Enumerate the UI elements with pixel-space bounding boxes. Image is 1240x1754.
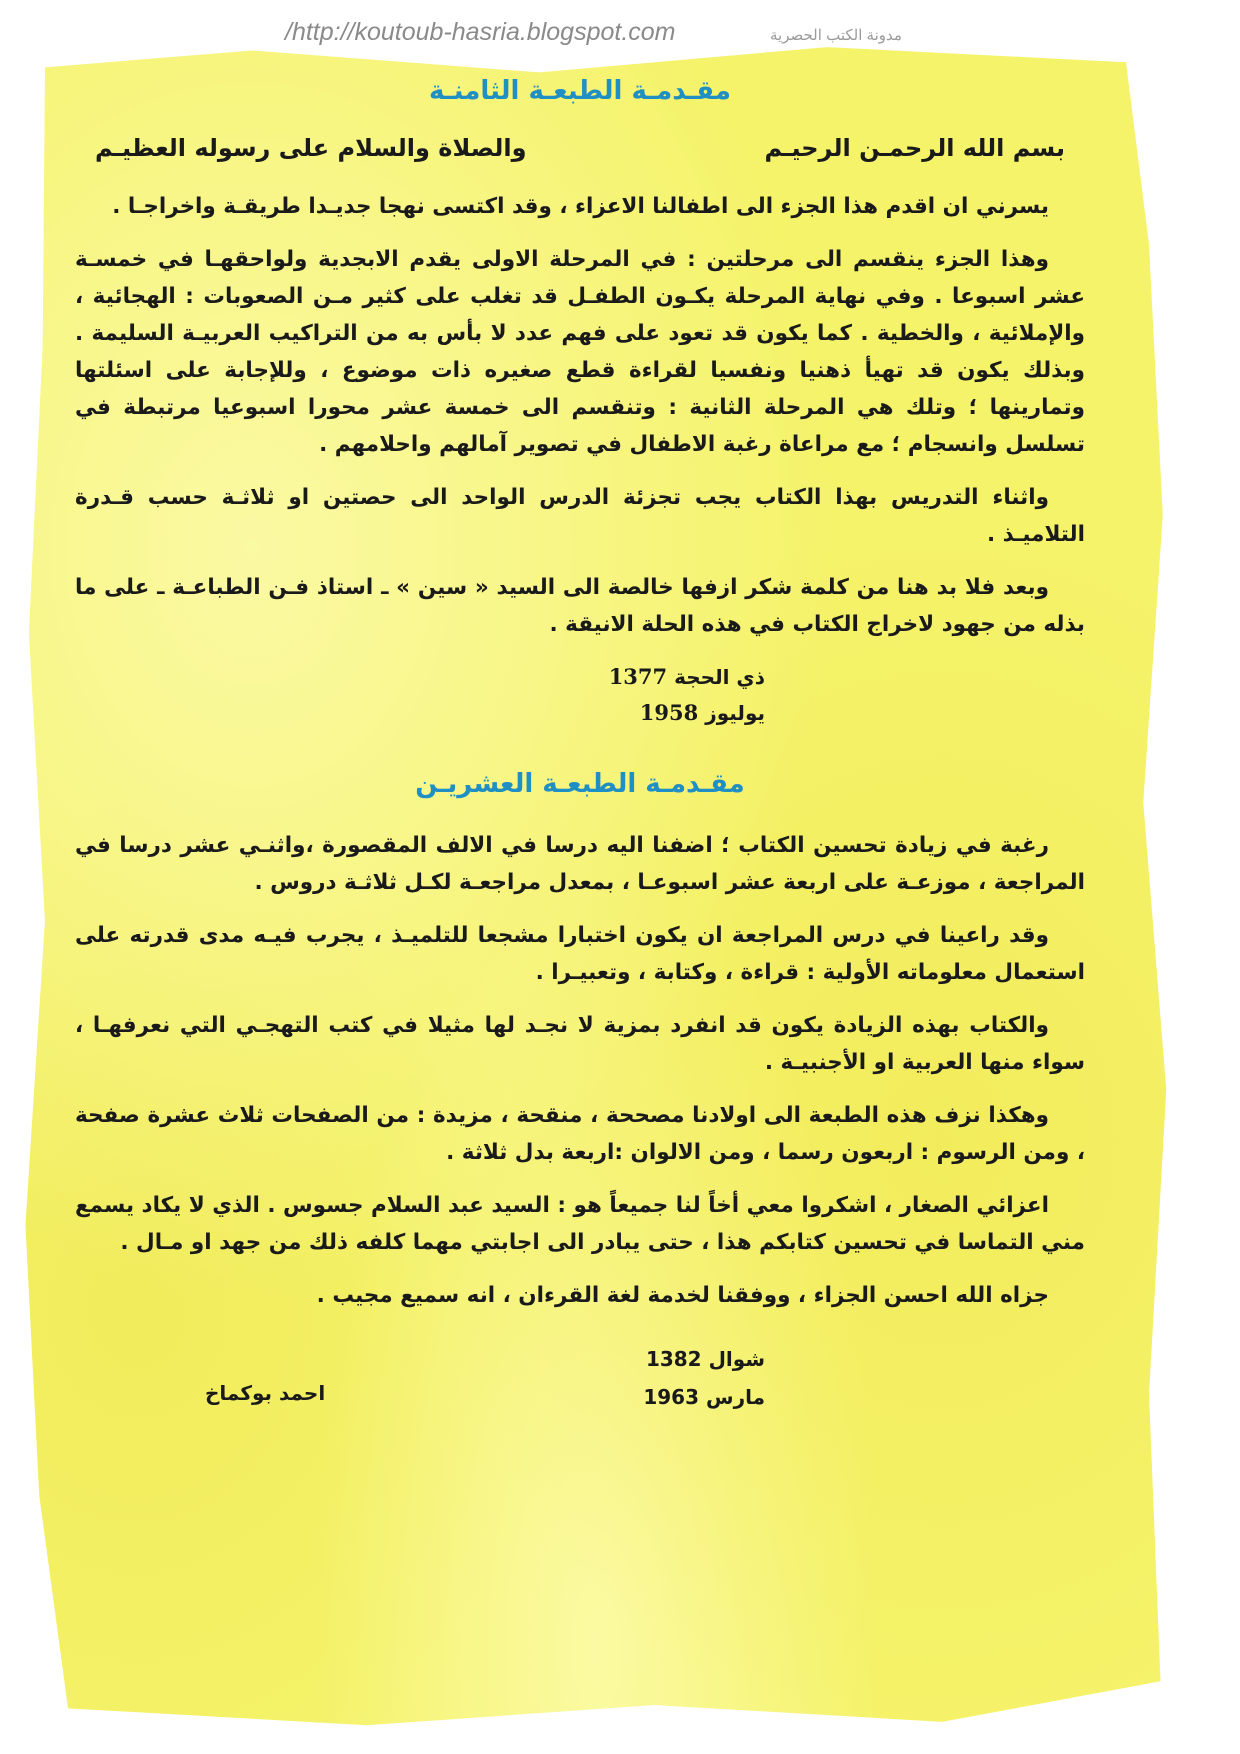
intro20-paragraph-5: اعزائي الصغار ، اشكروا معي أخاً لنا جميعاً هو : السيد عبد السلام جسوس . الذي لا يكاد يسمع مني التماسا في تحسين كتابكم هذا ، حتى يبادر الى اجابتي مهما كلفه ذلك من جهد او مـال . bbox=[75, 1193, 1085, 1255]
heading-twentieth-edition: مقـدمـة الطبعـة العشريـن bbox=[415, 769, 745, 799]
greg-month: مارس bbox=[705, 1385, 765, 1409]
greg-month: يوليوز bbox=[705, 701, 765, 725]
hijri-month: ذي الحجة bbox=[674, 665, 765, 689]
intro8-date bbox=[75, 659, 765, 731]
intro8-paragraph-4: وبعد فلا بد هنا من كلمة شكر ازفها خالصة الى السيد « سين » ـ استاذ فـن الطباعـة ـ على ما بذله من جهود لاخراج الكتاب في هذه الحلة الانيقة . bbox=[75, 575, 1085, 637]
document-content bbox=[75, 70, 1085, 1710]
hijri-month: شوال bbox=[708, 1347, 765, 1371]
intro8-paragraph-3: واثناء التدريس بهذا الكتاب يجب تجزئة الدرس الواحد الى حصتين او ثلاثـة حسب قـدرة التلاميـذ . bbox=[75, 485, 1085, 547]
intro8-paragraph-2: وهذا الجزء ينقسم الى مرحلتين : في المرحلة الاولى يقدم الابجدية ولواحقهـا في خمسـة عشر اسبوعا . وفي نهاية المرحلة يكـون الطفـل قد تغلب على كثير مـن الصعوبات : الهجائية ، والإملائية ، والخطية . كما يكون قد تعود على فهم عدد لا بأس به من التراكيب العربيـة السليمة . وبذلك يكون قد تهيأ ذهنيا ونفسيا لقراءة قطع صغيره ذات موضوع ، وللإجابة على اسئلتها وتمارينها ؛ وتلك هي المرحلة الثانية : وتنقسم الى خمسة عشر محورا اسبوعيا مرتبطة في تسلسل وانسجام ؛ مع مراعاة رغبة الاطفال في تصوير آمالهم واحلامهم . bbox=[75, 247, 1085, 457]
watermark-blog-name: مدونة الكتب الحصرية bbox=[770, 27, 902, 44]
intro20-paragraph-1: رغبة في زيادة تحسين الكتاب ؛ اضفنا اليه درسا في الالف المقصورة ،واثنـي عشر درسا في المراجعة ، موزعـة على اربعة عشر اسبوعـا ، بمعدل مراجعـة لكـل ثلاثـة دروس . bbox=[75, 833, 1085, 895]
author-name: احمد بوكماخ bbox=[205, 1381, 326, 1405]
greg-year: 1958 bbox=[639, 700, 699, 725]
intro20-date bbox=[643, 1340, 765, 1416]
hijri-year: 1382 bbox=[645, 1347, 702, 1371]
intro20-paragraph-3: والكتاب بهذه الزيادة يكون قد انفرد بمزية لا نجـد لها مثيلا في كتب التهجـي التي نعرفهـا ، سواء منها العربية او الأجنبيـة . bbox=[75, 1013, 1085, 1075]
intro8-paragraph-1: يسرني ان اقدم هذا الجزء الى اطفالنا الاعزاء ، وقد اكتسى نهجا جديـدا طريقـة واخراجـا . bbox=[112, 194, 1049, 219]
watermark-url[interactable]: /http://koutoub-hasria.blogspot.com bbox=[285, 18, 676, 46]
intro20-paragraph-2: وقد راعينا في درس المراجعة ان يكون اختبارا مشجعا للتلميـذ ، يجرب فيـه مدى قدرته على استعمال معلوماته الأولية : قراءة ، وكتابة ، وتعبيـرا . bbox=[75, 923, 1085, 985]
intro20-paragraph-4: وهكذا نزف هذه الطبعة الى اولادنا مصححة ، منقحة ، مزيدة : من الصفحات ثلاث عشرة صفحة ، ومن الرسوم : اربعون رسما ، ومن الالوان :اربعة بدل ثلاثة . bbox=[75, 1103, 1085, 1165]
intro20-signature-row bbox=[75, 1340, 1085, 1416]
basmala-right: بسم الله الرحمـن الرحيـم bbox=[764, 134, 1065, 162]
basmala-left: والصلاة والسلام على رسوله العظيـم bbox=[95, 134, 527, 162]
basmala-line bbox=[95, 134, 1065, 162]
greg-year: 1963 bbox=[643, 1385, 700, 1409]
heading-eighth-edition: مقـدمـة الطبعـة الثامنـة bbox=[429, 76, 731, 106]
intro20-paragraph-6: جزاه الله احسن الجزاء ، ووفقنا لخدمة لغة القرءان ، انه سميع مجيب . bbox=[316, 1283, 1049, 1308]
hijri-year: 1377 bbox=[608, 664, 668, 689]
